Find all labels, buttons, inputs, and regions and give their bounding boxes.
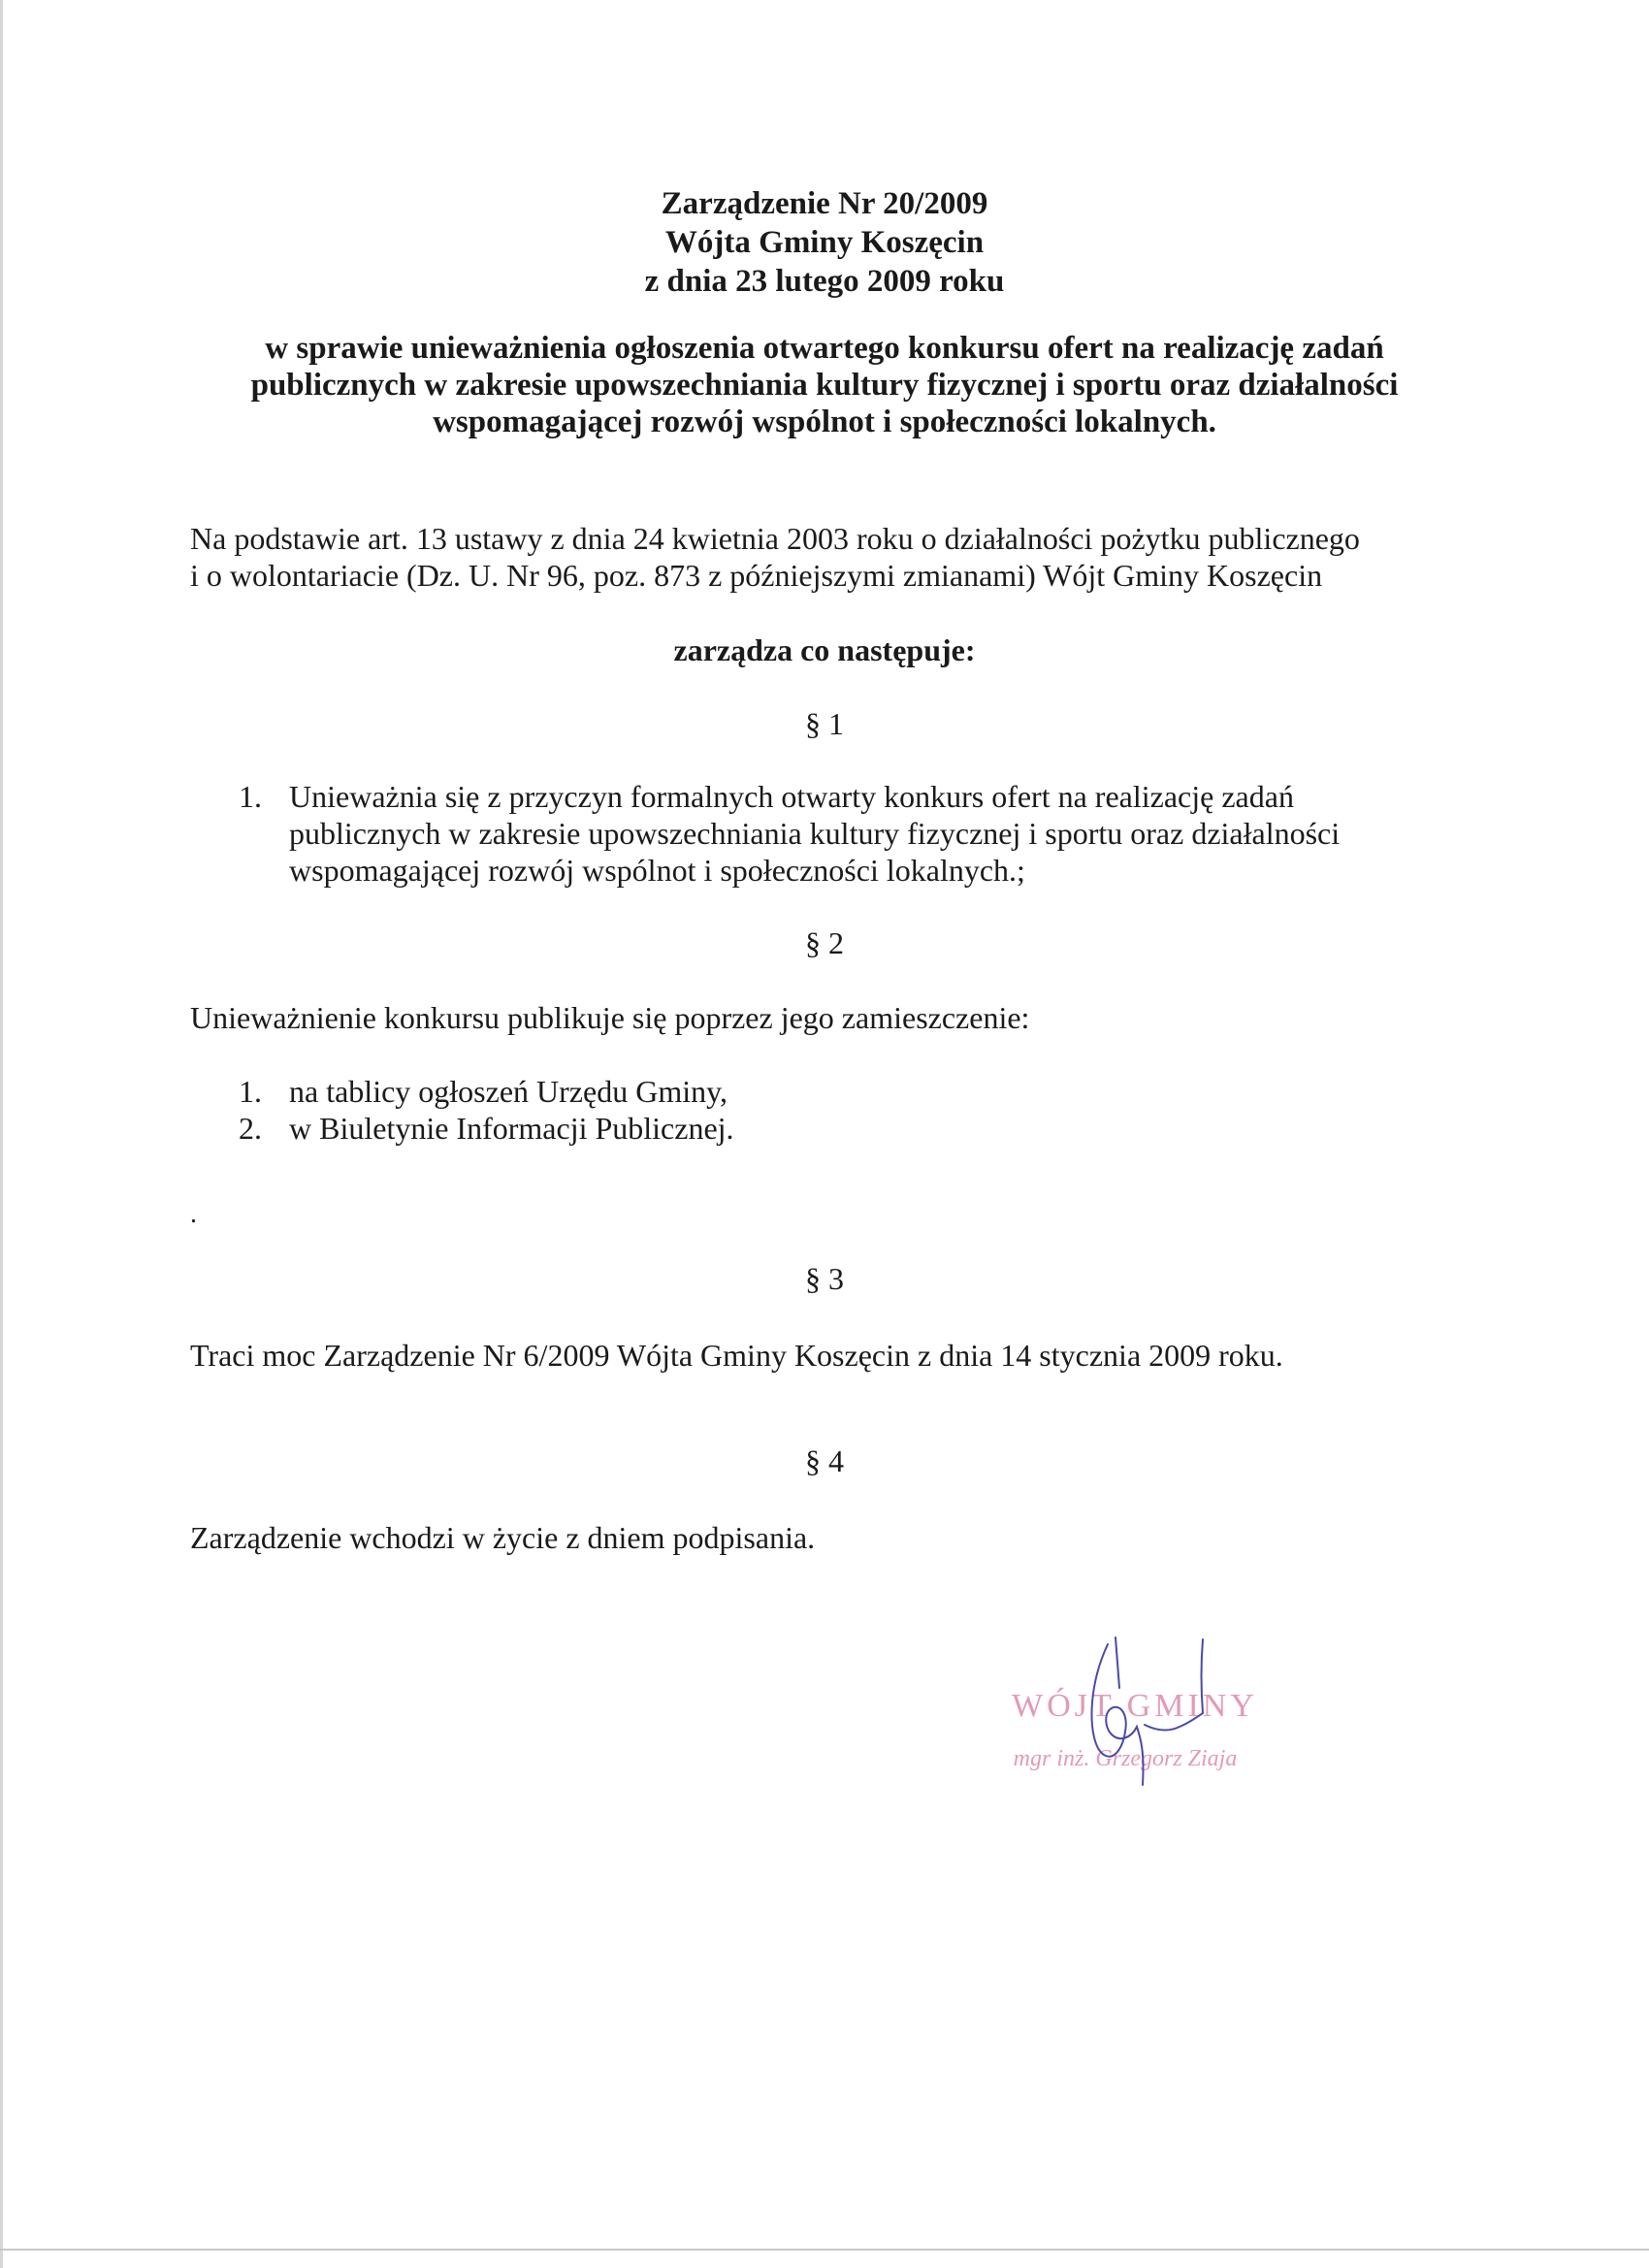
document-subject <box>0 330 1649 440</box>
stamp-subtitle: mgr inż. Grzegorz Ziaja <box>1013 1746 1238 1771</box>
list-item-line: wspomagającej rozwój wspólnot i społeczności lokalnych.; <box>289 853 1025 888</box>
section-2-list <box>239 1073 1471 1147</box>
section-3-text: Traci moc Zarządzenie Nr 6/2009 Wójta Gminy Koszęcin z dnia 14 stycznia 2009 roku. <box>190 1338 1283 1373</box>
section-4-heading: § 4 <box>805 1443 844 1478</box>
list-item-number: 2. <box>239 1111 262 1146</box>
signature-stroke <box>1116 1637 1119 1688</box>
signature-stroke <box>1145 1639 1203 1731</box>
list-item-text: w Biuletynie Informacji Publicznej. <box>289 1111 734 1146</box>
list-item-line: publicznych w zakresie upowszechniania kultury fizycznej i sportu oraz działalności <box>289 816 1341 851</box>
section-2-heading: § 2 <box>805 925 844 960</box>
title-line: Wójta Gminy Koszęcin <box>664 225 985 260</box>
orders-heading: zarządza co następuje: <box>673 632 976 667</box>
list-item-number: 1. <box>239 1074 262 1109</box>
list-item-text <box>289 778 1471 889</box>
subject-line: publicznych w zakresie upowszechniania kultury fizycznej i sportu oraz działalności <box>250 368 1399 403</box>
section-3-heading: § 3 <box>805 1261 844 1296</box>
legal-basis <box>190 520 1471 594</box>
section-1-list <box>239 778 1471 889</box>
stray-dot: . <box>190 1199 197 1229</box>
list-item <box>239 1110 1471 1147</box>
list-item-text: na tablicy ogłoszeń Urzędu Gminy, <box>289 1074 728 1109</box>
handwritten-signature <box>1048 1630 1261 1814</box>
section-4-text: Zarządzenie wchodzi w życie z dniem podpisania. <box>190 1520 816 1555</box>
subject-line: w sprawie unieważnienia ogłoszenia otwartego konkursu ofert na realizację zadań <box>265 331 1384 366</box>
legal-basis-line: i o wolontariacie (Dz. U. Nr 96, poz. 873 z późniejszymi zmianami) Wójt Gminy Koszęcin <box>190 558 1323 593</box>
list-item-line: Unieważnia się z przyczyn formalnych otwarty konkurs ofert na realizację zadań <box>289 779 1294 814</box>
subject-line: wspomagającej rozwój wspólnot i społeczności lokalnych. <box>433 405 1216 439</box>
list-item <box>239 778 1471 889</box>
section-2-intro: Unieważnienie konkursu publikuje się poprzez jego zamieszczenie: <box>190 1000 1030 1035</box>
list-item-number: 1. <box>239 779 262 814</box>
title-line: z dnia 23 lutego 2009 roku <box>644 264 1005 299</box>
stamp-title: WÓJT GMINY <box>1012 1688 1258 1724</box>
list-item <box>239 1073 1471 1110</box>
title-line: Zarządzenie Nr 20/2009 <box>661 186 988 221</box>
legal-basis-line: Na podstawie art. 13 ustawy z dnia 24 kwietnia 2003 roku o działalności pożytku publicznego <box>190 521 1360 556</box>
scan-bottom-edge <box>0 2249 1649 2251</box>
document-title <box>0 184 1649 301</box>
section-1-heading: § 1 <box>805 706 844 741</box>
